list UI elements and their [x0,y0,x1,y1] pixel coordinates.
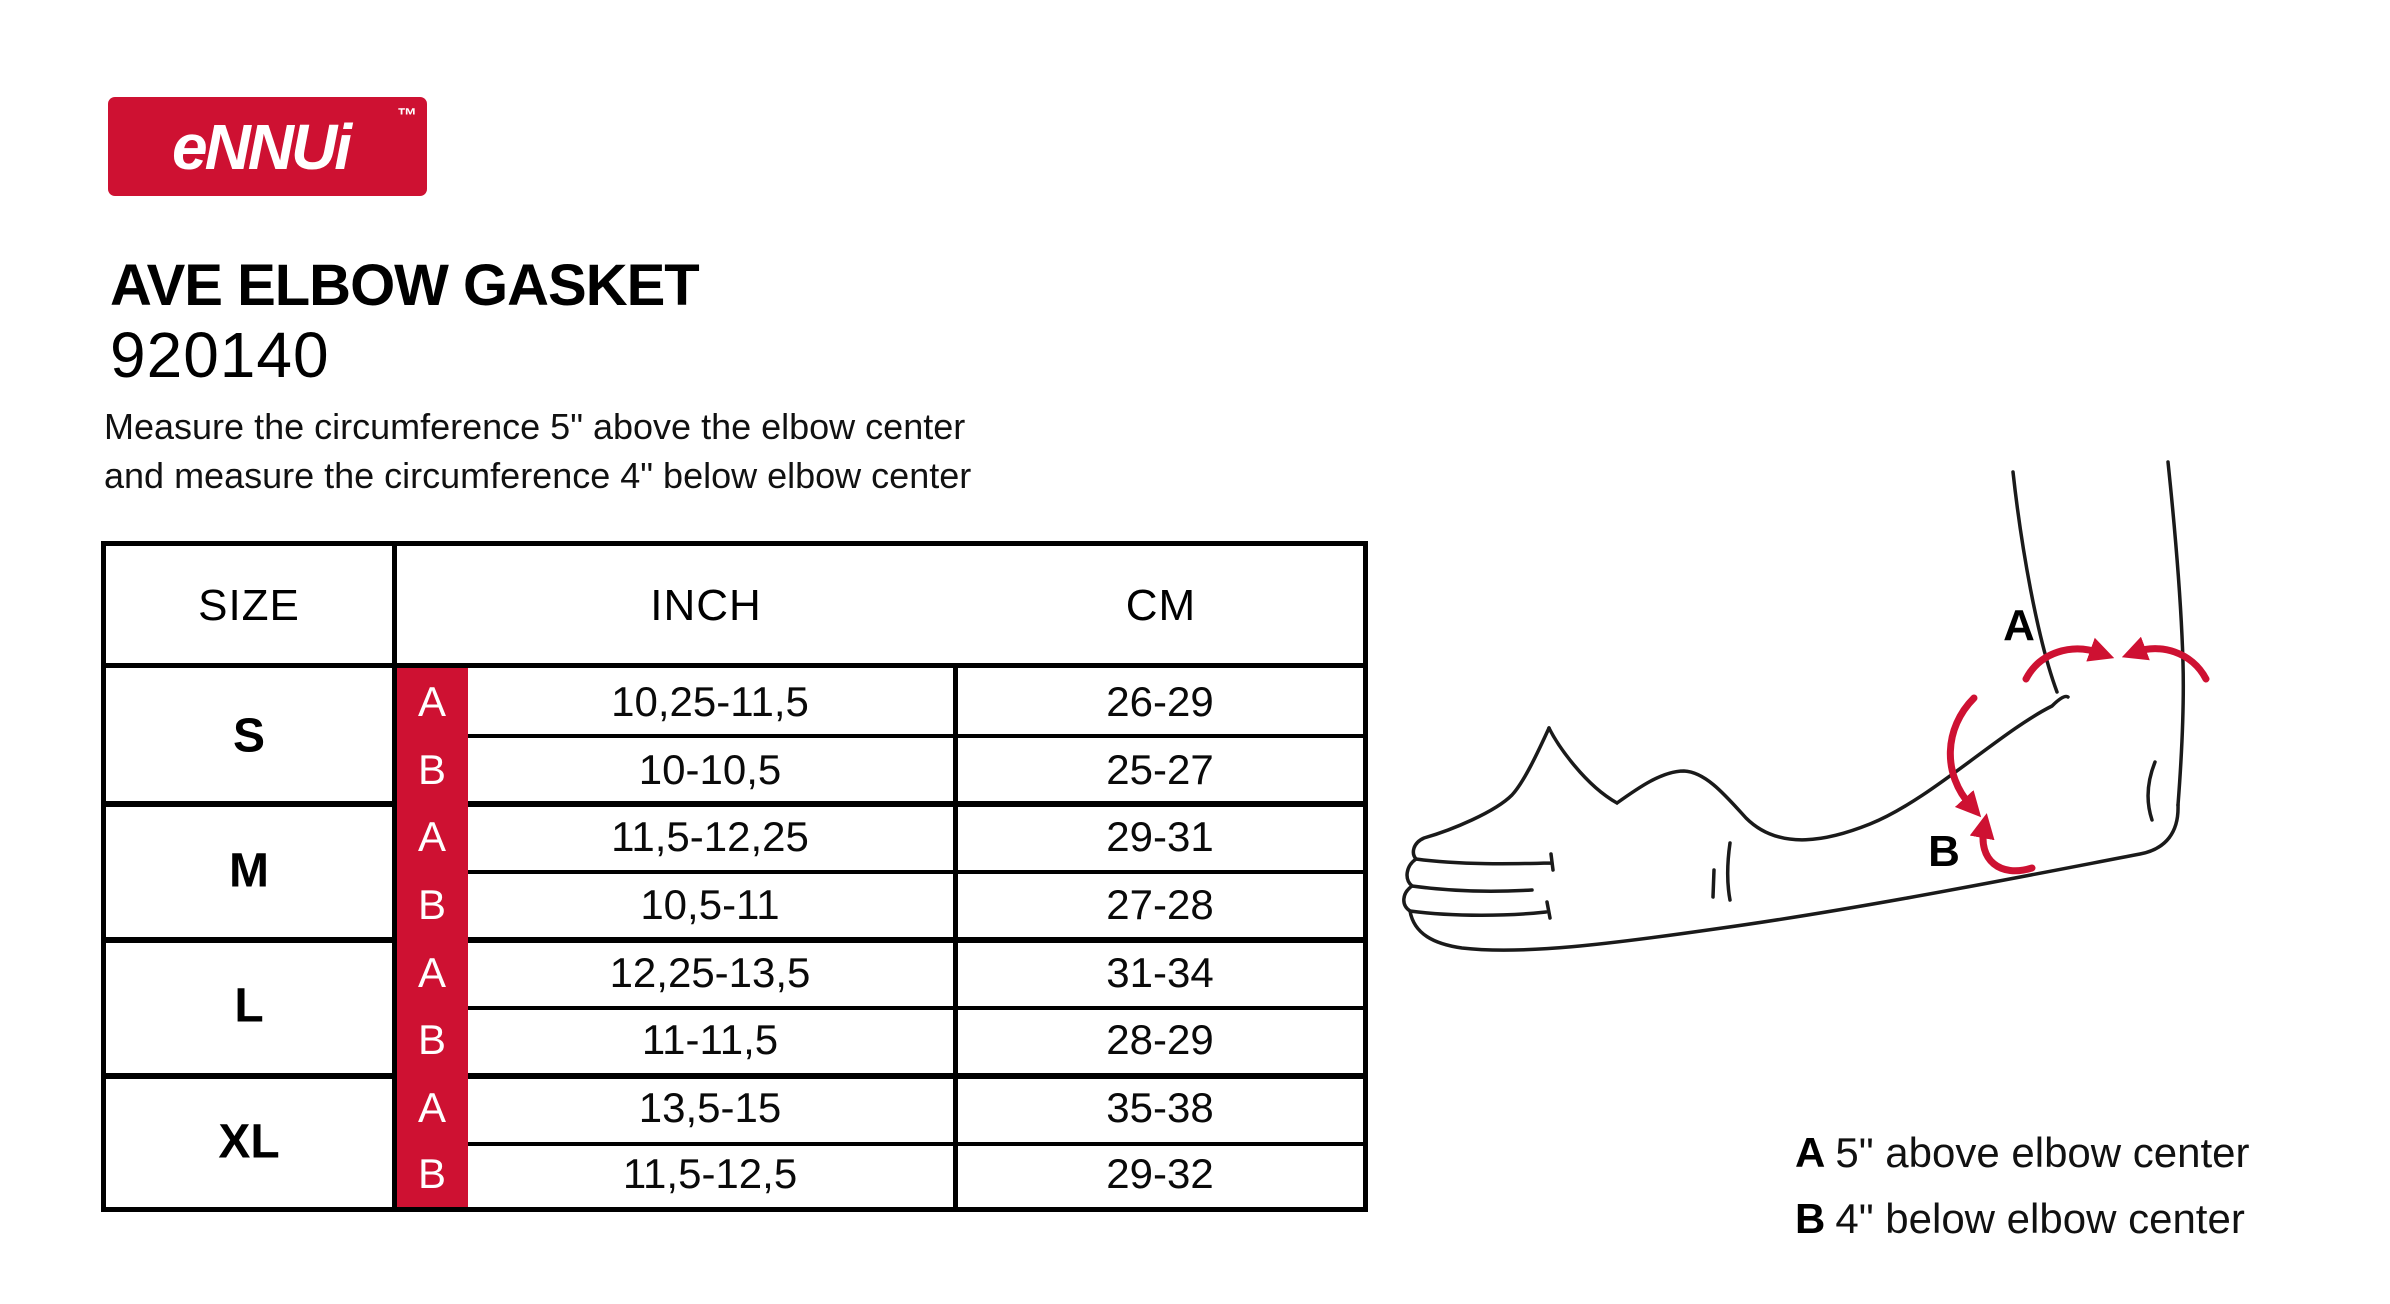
trademark-symbol: ™ [397,105,417,127]
table-row-divider [468,734,1363,738]
arrow-b-upper [1950,698,1974,806]
arrow-a-left [2026,649,2100,679]
table-group-divider [106,1073,1363,1079]
table-header-divider [106,663,1363,668]
inch-value: 10,5-11 [640,881,780,928]
table-row-divider [468,870,1363,874]
row-key: B [417,1150,447,1197]
size-label-xl: XL [218,1115,280,1169]
measuring-instructions [104,402,971,500]
product-code: 920140 [110,319,330,391]
inch-value: 11,5-12,5 [622,1150,798,1197]
legend-item-a [1795,1120,2250,1186]
cm-value: 25-27 [1106,746,1214,793]
measurement-legend [1795,1120,2250,1252]
legend-text-b: 4" below elbow center [1835,1195,2245,1242]
legend-item-b [1795,1186,2250,1252]
instruction-line-1: Measure the circumference 5" above the elbow center [104,406,966,447]
legend-text-a: 5" above elbow center [1835,1129,2250,1176]
cm-value: 27-28 [1106,881,1214,928]
table-group-divider [106,801,1363,807]
instruction-line-2: and measure the circumference 4" below elbow center [104,455,972,496]
cm-value: 29-31 [1106,813,1214,860]
cm-value: 28-29 [1106,1016,1214,1063]
size-label-m: M [229,844,269,898]
ennui-logo-wordmark: eNNUi [171,110,350,183]
cm-value: 29-32 [1106,1150,1214,1197]
inch-value: 12,25-13,5 [609,949,811,996]
inch-value: 11-11,5 [641,1016,779,1063]
row-key: B [417,746,447,793]
size-label-l: L [234,979,264,1033]
column-header-size: SIZE [198,581,300,630]
arm-measurement-illustration [1400,440,2390,1000]
row-key: A [417,678,447,725]
inch-value: 10,25-11,5 [611,678,809,725]
legend-key-b: B [1795,1195,1826,1242]
inch-value: 10-10,5 [638,746,782,793]
cm-value: 31-34 [1106,949,1214,996]
size-label-s: S [232,709,266,763]
size-table [101,541,1368,1212]
row-key: B [417,881,447,928]
row-key: A [417,1084,447,1131]
column-header-cm: CM [1125,581,1197,630]
diagram-label-b: B [1928,827,1960,876]
product-title: AVE ELBOW GASKET [110,253,699,318]
cm-value: 35-38 [1106,1084,1214,1131]
table-group-divider [106,937,1363,943]
arm-outline [1404,462,2184,950]
table-row-divider [468,1142,1363,1146]
row-key: A [417,949,447,996]
table-row-divider [468,1006,1363,1010]
diagram-label-a: A [2003,601,2035,650]
ennui-logo [108,97,427,196]
arrow-b-lower [1983,828,2032,871]
inch-value: 13,5-15 [638,1084,782,1131]
legend-key-a: A [1795,1129,1826,1176]
inch-value: 11,5-12,25 [611,813,809,860]
column-header-inch: INCH [650,581,762,630]
arrow-a-right [2136,649,2206,679]
cm-value: 26-29 [1106,678,1214,725]
row-key: B [417,1016,447,1063]
row-key: A [417,813,447,860]
